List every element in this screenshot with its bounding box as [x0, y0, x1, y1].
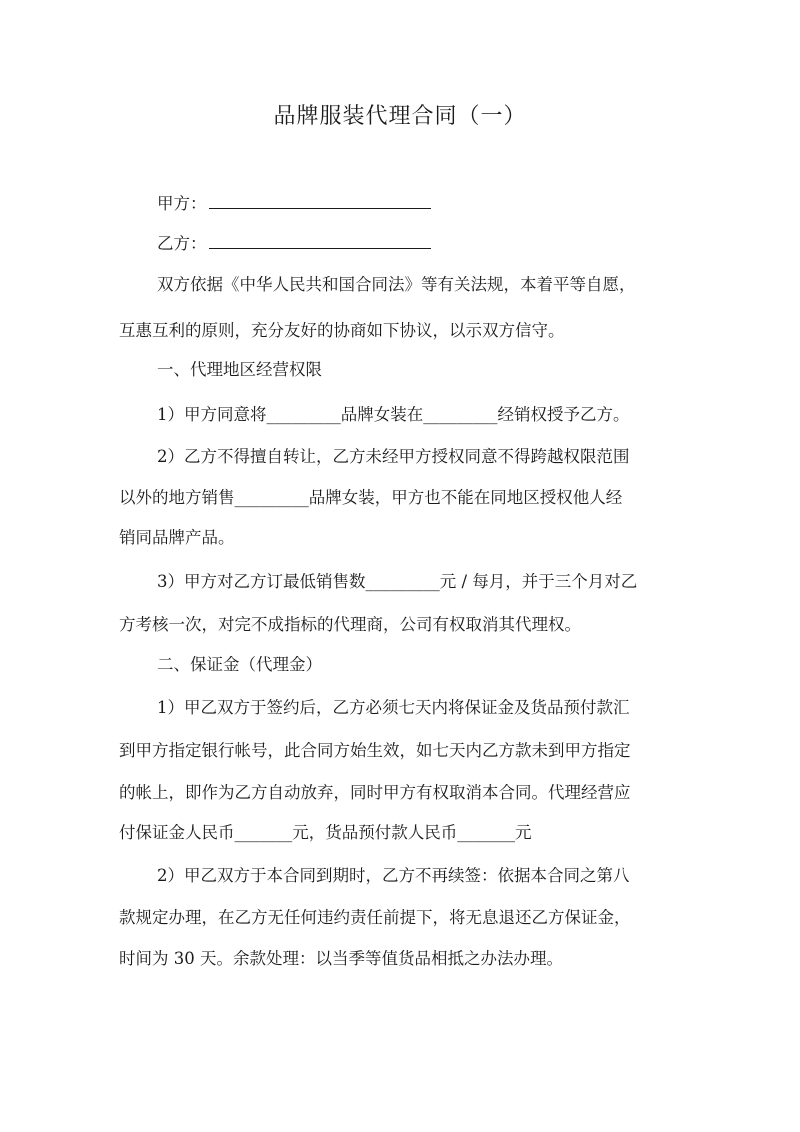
clause-line: 1）甲方同意将_________品牌女装在_________经销权授予乙方。 [157, 405, 630, 424]
clause-line: 的帐上，即作为乙方自动放弃，同时甲方有权取消本合同。代理经营应 [119, 783, 631, 802]
party-b-label: 乙方： [157, 234, 207, 253]
section-heading: 一、代理地区经营权限 [157, 360, 322, 379]
clause-line: 方考核一次，对完不成指标的代理商，公司有权取消其代理权。 [119, 615, 581, 634]
clause-line: 以外的地方销售_________品牌女装，甲方也不能在同地区授权他人经 [119, 488, 623, 507]
clause-line: 时间为 30 天。余款处理：以当季等值货品相抵之办法办理。 [119, 949, 563, 968]
party-a-label: 甲方： [157, 194, 207, 213]
clause-line: 款规定办理，在乙方无任何违约责任前提下，将无息退还乙方保证金， [119, 908, 631, 927]
party-a-blank[interactable] [209, 194, 431, 209]
clause-line: 2）甲乙双方于本合同到期时，乙方不再续签：依据本合同之第八 [157, 866, 630, 885]
clause-line: 2）乙方不得擅自转让，乙方未经甲方授权同意不得跨越权限范围 [157, 447, 630, 466]
clause-line: 销同品牌产品。 [119, 528, 235, 547]
clause-line: 1）甲乙双方于签约后，乙方必须七天内将保证金及货品预付款汇 [157, 698, 630, 717]
party-b-line [157, 233, 719, 255]
paragraph-line: 双方依据《中华人民共和国合同法》等有关法规，本着平等自愿， [157, 275, 636, 294]
paragraph-line: 互惠互利的原则，充分友好的协商如下协议，以示双方信守。 [119, 321, 565, 340]
document-title: 品牌服装代理合同（一） [273, 104, 527, 129]
clause-line: 3）甲方对乙方订最低销售数_________元 / 每月，并于三个月对乙 [157, 572, 638, 591]
party-a-line [157, 193, 719, 215]
section-heading: 二、保证金（代理金） [157, 655, 322, 674]
clause-line: 付保证金人民币_______元，货品预付款人民币_______元 [119, 823, 532, 842]
party-b-blank[interactable] [209, 234, 431, 249]
clause-line: 到甲方指定银行帐号，此合同方始生效，如七天内乙方款未到甲方指定 [119, 741, 631, 760]
